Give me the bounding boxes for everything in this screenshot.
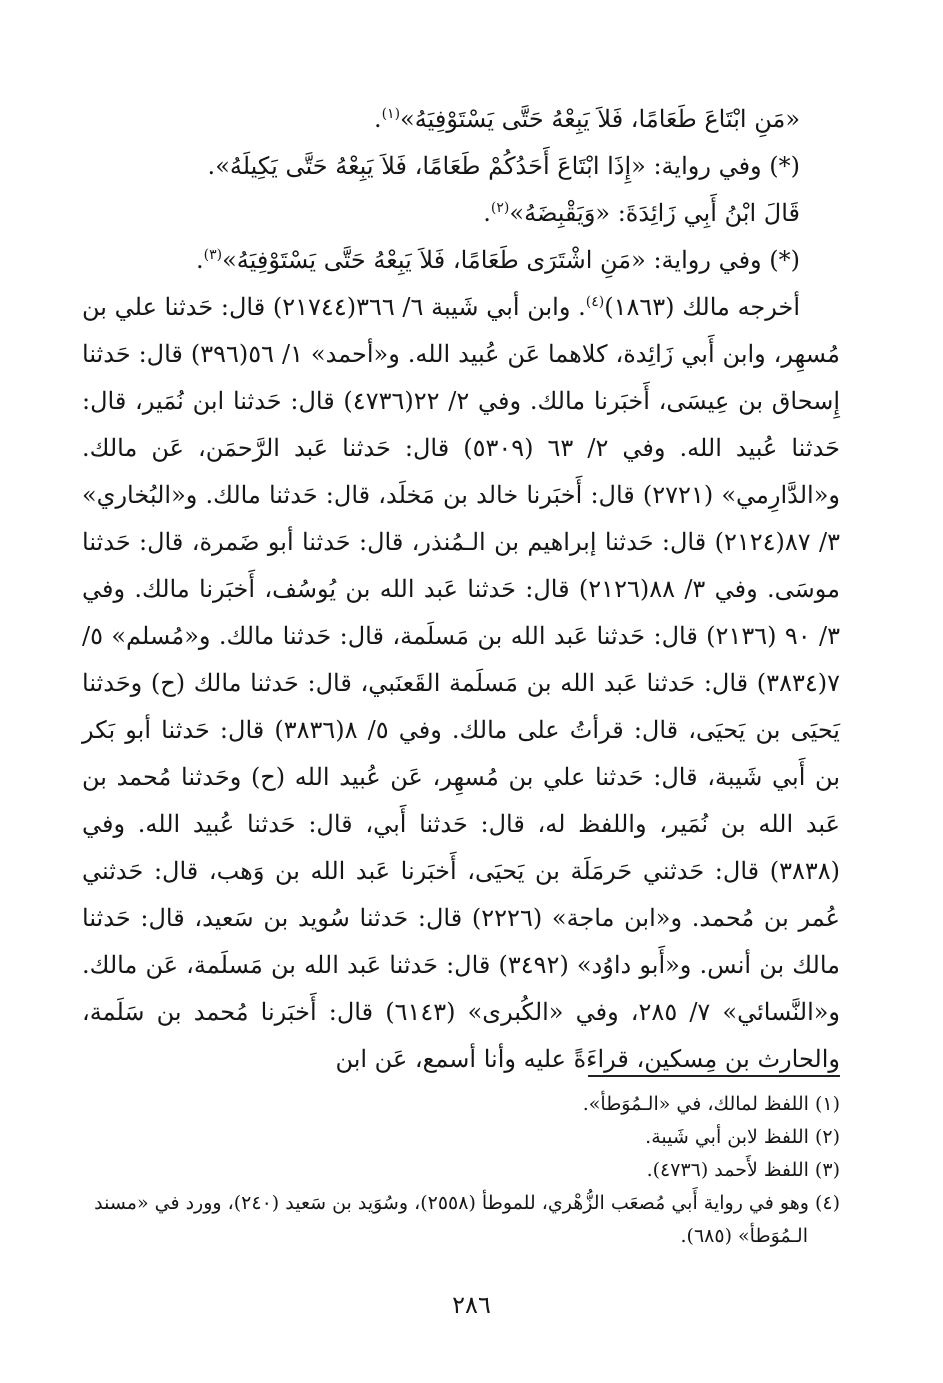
hadith-line-3 xyxy=(82,190,840,237)
footnote-divider xyxy=(588,1075,840,1077)
hadith-line-1-end: . xyxy=(373,105,382,133)
footnote-ref-4: (٤) xyxy=(585,294,605,310)
footnote-ref-3: (٣) xyxy=(203,247,223,263)
hadith-line-3-text: قَالَ ابْنُ أَبِي زَائِدَةَ: «وَيَقْبِضَهُ» xyxy=(509,199,800,227)
hadith-line-4 xyxy=(82,237,840,284)
hadith-line-2-text: (*) وفي رواية: «إِذَا ابْتَاعَ أَحَدُكُمْ طَعَامًا، فَلاَ يَبِعْهُ حَتَّى يَكِيلَهُ» xyxy=(215,152,800,180)
footnotes-section xyxy=(82,1088,840,1253)
main-text xyxy=(82,96,840,1083)
footnote-ref-1: (١) xyxy=(381,106,401,122)
hadith-line-1-text: «مَنِ ابْتَاعَ طَعَامًا، فَلاَ يَبِعْهُ حَتَّى يَسْتَوْفِيَهُ» xyxy=(400,105,800,133)
page-number: ٢٨٦ xyxy=(452,1291,491,1319)
footnote-2: (٢) اللفظ لابن أبي شَيبة. xyxy=(645,1126,840,1148)
takhrij-start: أخرجه مالك (١٨٦٣) xyxy=(604,293,801,321)
footnote-1: (١) اللفظ لمالك، في «الـمُوَطأ». xyxy=(582,1093,840,1115)
footnote-3: (٣) اللفظ لأَحمد (٤٧٣٦). xyxy=(646,1159,840,1181)
takhrij-rest: . وابن أبي شَيبة ٦/ ٣٦٦(٢١٧٤٤) قال: حَدثنا علي بن مُسهِر، وابن أَبي زَائِدة، كلاهما عَن عُبيد الله. و«أحمد» ١/ ٥٦(٣٩٦) قال: حَدثنا إِسحاق بن عِيسَى، أَخبَرنا مالك. وفي ٢/ ٢٢(٤٧٣٦) قال: حَدثنا ابن نُمَير، قال: حَدثنا عُبيد الله. وفي ٢/ ٦٣ (٥٣٠٩) قال: حَدثنا عَبد الرَّحمَن، عَن مالك. و«الدَّارِمي» (٢٧٢١) قال: أَخبَرنا خالد بن مَخلَد، قال: حَدثنا مالك. و«البُخاري» ٣/ ٨٧(٢١٢٤) قال: حَدثنا إبراهيم بن الـمُنذر، قال: حَدثنا أبو ضَمرة، قال: حَدثنا موسَى. وفي ٣/ ٨٨(٢١٢٦) قال: حَدثنا عَبد الله بن يُوسُف، أَخبَرنا مالك. وفي ٣/ ٩٠ (٢١٣٦) قال: حَدثنا عَبد الله بن مَسلَمة، قال: حَدثنا مالك. و«مُسلم» ٥/ ٧(٣٨٣٤) قال: حَدثنا عَبد الله بن مَسلَمة القَعنَبي، قال: حَدثنا مالك (ح) وحَدثنا يَحيَى بن يَحيَى، قال: قرأتُ على مالك. وفي ٥/ ٨(٣٨٣٦) قال: حَدثنا أبو بَكر بن أَبي شَيبة، قال: حَدثنا علي بن مُسهِر، عَن عُبيد الله (ح) وحَدثنا مُحمد بن عَبد الله بن نُمَير، واللفظ له، قال: حَدثنا أَبي، قال: حَدثنا عُبيد الله. وفي (٣٨٣٨) قال: حَدثني حَرمَلَة بن يَحيَى، أَخبَرنا عَبد الله بن وَهب، قال: حَدثني عُمر بن مُحمد. و«ابن ماجة» (٢٢٢٦) قال: حَدثنا سُويد بن سَعيد، قال: حَدثنا مالك بن أنس. و«أَبو داوُد» (٣٤٩٢) قال: حَدثنا عَبد الله بن مَسلَمة، عَن مالك. و«النَّسائي» ٧/ ٢٨٥، وفي «الكُبرى» (٦١٤٣) قال: أَخبَرنا مُحمد بن سَلَمة، والحارث بن مِسكين، قراءَةً عليه وأنا أسمع، عَن ابن xyxy=(82,293,841,1073)
hadith-line-4-end: . xyxy=(195,246,204,274)
footnote-4: (٤) وهو في رواية أَبي مُصعَب الزُّهْري، للموطأ (٢٥٥٨)، وسُوَيد بن سَعيد (٢٤٠)، وورد في «مسند الـمُوَطأ» (٦٨٥). xyxy=(94,1192,840,1247)
takhrij-paragraph xyxy=(82,284,840,1083)
hadith-line-2-end: . xyxy=(207,152,216,180)
footnote-ref-2: (٢) xyxy=(490,200,510,216)
hadith-line-3-end: . xyxy=(483,199,491,227)
hadith-line-2 xyxy=(82,143,840,190)
hadith-line-1 xyxy=(82,96,840,143)
hadith-line-4-text: (*) وفي رواية: «مَنِ اشْتَرَى طَعَامًا، فَلاَ يَبِعْهُ حَتَّى يَسْتَوْفِيَهُ» xyxy=(222,246,800,274)
